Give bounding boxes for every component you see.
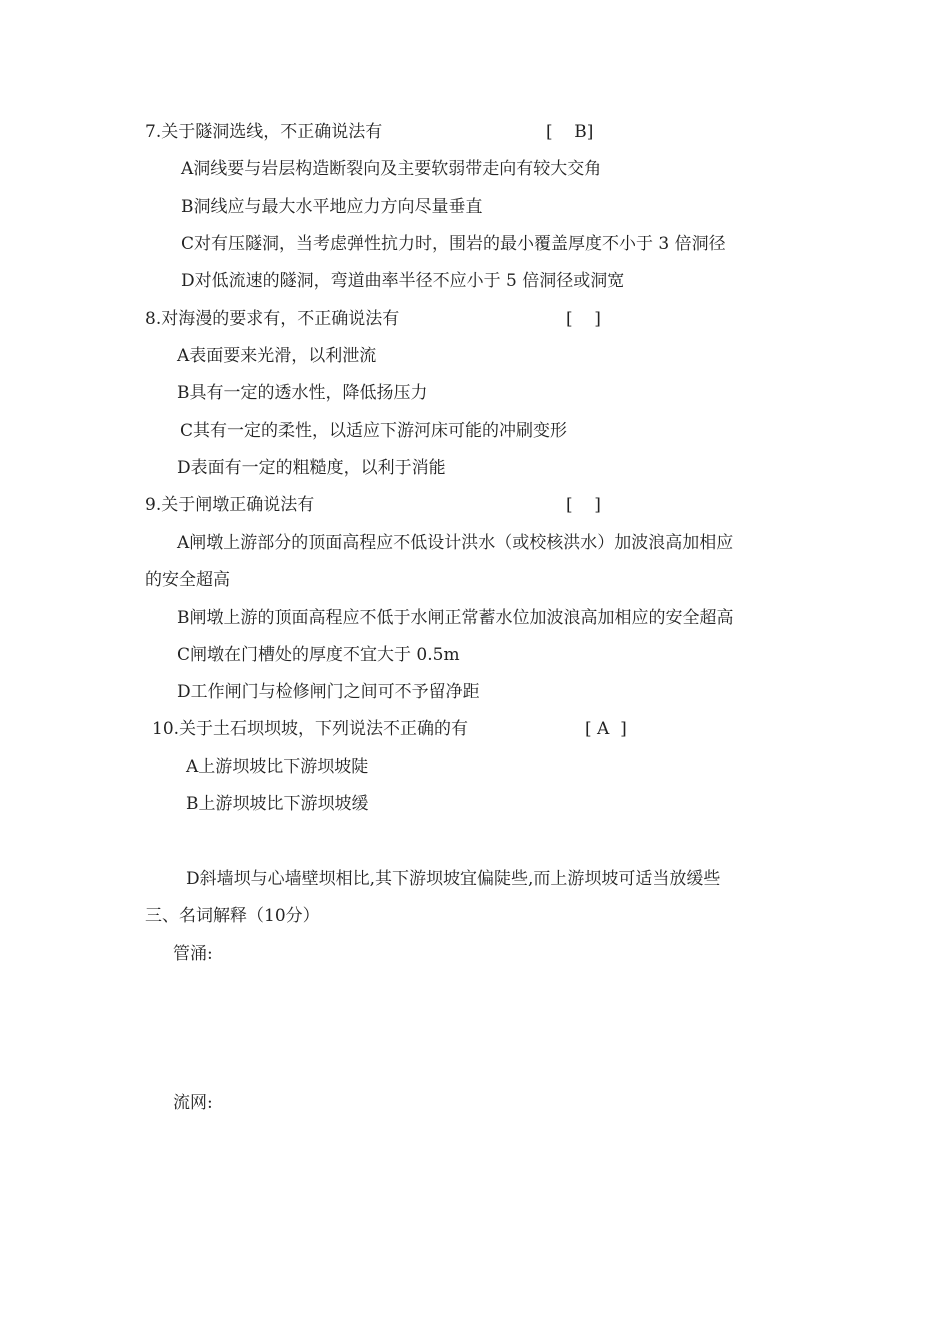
question-10-option-b: B上游坝坡比下游坝坡缓 [186, 794, 369, 814]
question-8-option-c: C其有一定的柔性，以适应下游河床可能的冲刷变形 [180, 421, 568, 441]
question-10-stem: 10.关于土石坝坝坡，下列说法不正确的有 [152, 719, 469, 739]
question-9-option-c: C闸墩在门槽处的厚度不宜大于 0.5m [177, 645, 460, 665]
question-8-option-b: B具有一定的透水性，降低扬压力 [177, 383, 428, 403]
question-7-option-c: C对有压隧洞，当考虑弹性抗力时，围岩的最小覆盖厚度不小于 3 倍洞径 [181, 234, 726, 254]
section-3-heading: 三、名词解释（10分） [145, 906, 320, 926]
term-guanyong: 管涌: [173, 944, 213, 964]
question-10-answer-bracket: [ A ] [585, 719, 627, 739]
question-10-option-a: A上游坝坡比下游坝坡陡 [186, 757, 369, 777]
question-8-option-d: D表面有一定的粗糙度，以利于消能 [177, 458, 446, 478]
term-liuwang: 流网: [173, 1093, 213, 1113]
question-8-answer-bracket: [ ] [566, 309, 601, 329]
question-9-option-a: A闸墩上游部分的顶面高程应不低设计洪水（或校核洪水）加波浪高加相应 [177, 533, 734, 553]
question-7-option-a: A洞线要与岩层构造断裂向及主要软弱带走向有较大交角 [181, 159, 602, 179]
question-7-option-b: B洞线应与最大水平地应力方向尽量垂直 [181, 197, 483, 217]
question-7-option-d: D对低流速的隧洞，弯道曲率半径不应小于 5 倍洞径或洞宽 [181, 271, 625, 291]
question-9-option-a-continued: 的安全超高 [145, 570, 230, 590]
question-10-option-d: D斜墙坝与心墙壁坝相比,其下游坝坡宜偏陡些,而上游坝坡可适当放缓些 [186, 869, 721, 889]
question-8-option-a: A表面要来光滑，以利泄流 [177, 346, 377, 366]
question-8-stem: 8.对海漫的要求有，不正确说法有 [145, 309, 400, 329]
question-7-stem: 7.关于隧洞选线，不正确说法有 [145, 122, 383, 142]
question-9-answer-bracket: [ ] [566, 495, 601, 515]
question-9-option-d: D工作闸门与检修闸门之间可不予留净距 [177, 682, 480, 702]
question-9-option-b: B闸墩上游的顶面高程应不低于水闸正常蓄水位加波浪高加相应的安全超高 [177, 608, 734, 628]
question-7-answer-bracket: [ B] [546, 122, 594, 142]
question-9-stem: 9.关于闸墩正确说法有 [145, 495, 315, 515]
